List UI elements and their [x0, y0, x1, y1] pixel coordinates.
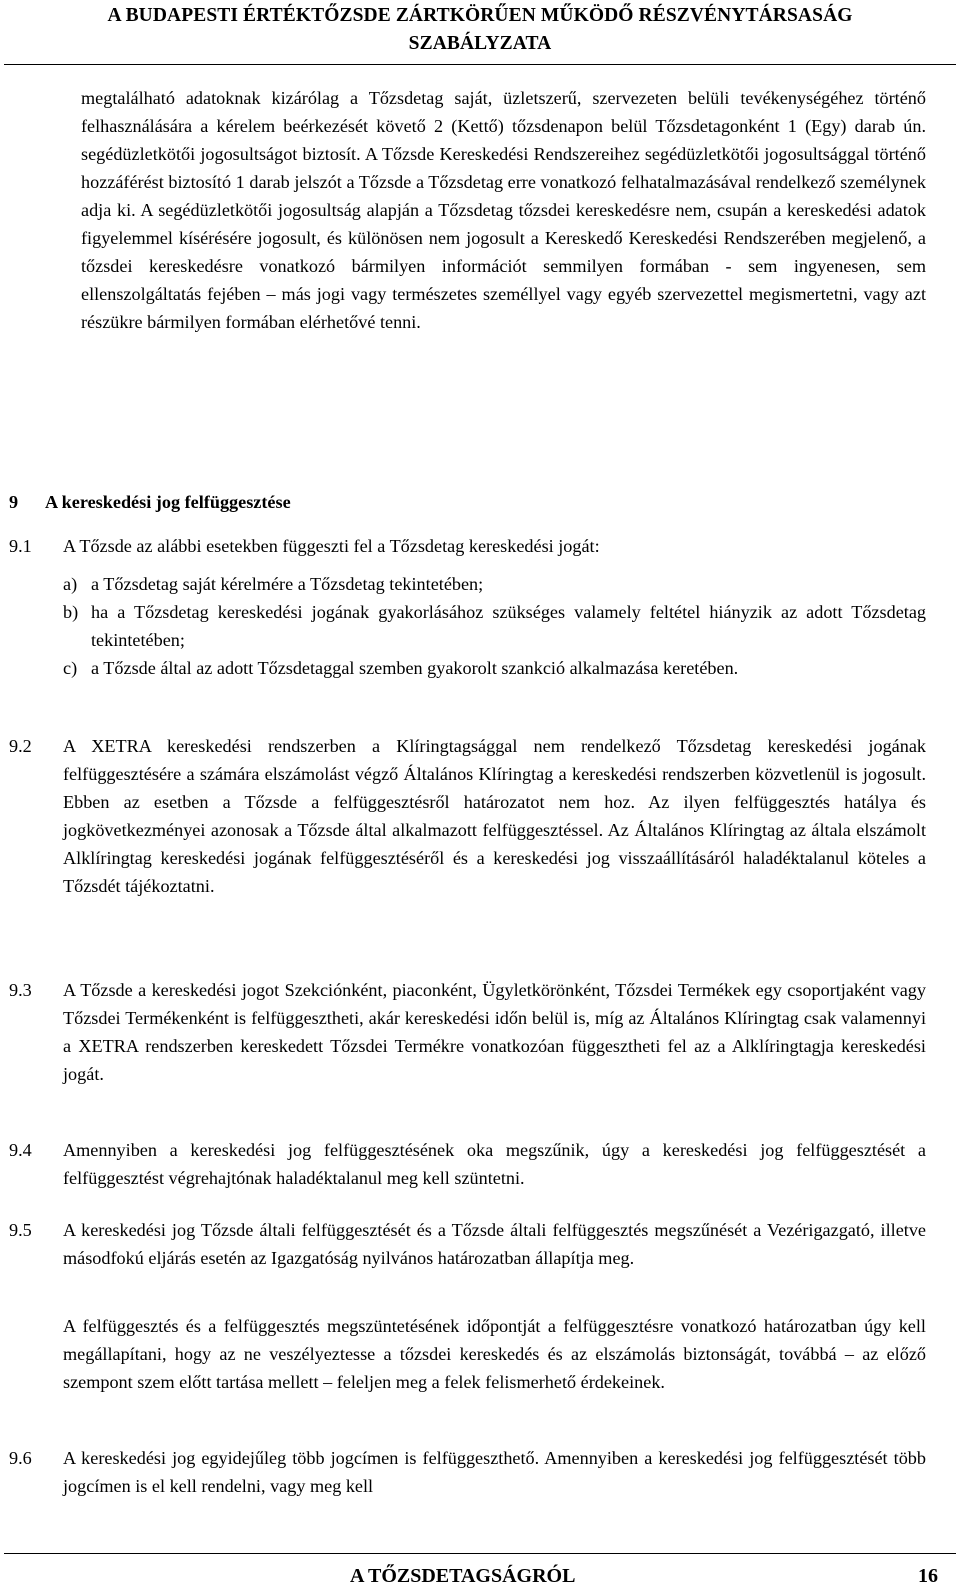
clause-number: 9.3 [9, 980, 32, 1000]
clause-9-1 [9, 532, 926, 560]
item-text: ha a Tőzsdetag kereskedési jogának gyakorlásához szükséges valamely feltétel hiányzik az adott Tőzsdetag tekintetében; [91, 602, 926, 650]
clause-9-5 [9, 1216, 926, 1272]
footer-title: A TŐZSDETAGSÁGRÓL [350, 1565, 576, 1587]
item-text: a Tőzsdetag saját kérelmére a Tőzsdetag tekintetében; [91, 574, 484, 594]
clause-text: A Tőzsde a kereskedési jogot Szekciónként, piaconként, Ügyletkörönként, Tőzsdei Termékek egy csoportjaként vagy Tőzsdei Termékenként is felfüggesztheti, akár kereskedési időn belül is, míg az Általános Klíringtag csak valamennyi a XETRA rendszerben kereskedett Tőzsdei Termékre vonatkozóan függesztheti fel az a Alklíringtagja kereskedési jogát. [63, 980, 926, 1084]
clause-text: Amennyiben a kereskedési jog felfüggesztésének oka megszűnik, úgy a kereskedési jog felfüggesztését a felfüggesztést végrehajtónak haladéktalanul meg kell szüntetni. [63, 1140, 926, 1188]
document-header [0, 2, 960, 58]
clause-number: 9.4 [9, 1140, 32, 1160]
clause-text: A kereskedési jog egyidejűleg több jogcímen is felfüggeszthető. Amennyiben a kereskedési jog felfüggesztését több jogcímen is el kell rendelni, vagy meg kell [63, 1448, 926, 1496]
clause-number: 9.2 [9, 736, 32, 756]
clause-9-5-paragraph-2: A felfüggesztés és a felfüggesztés megszüntetésének időpontját a felfüggesztésre vonatkozó határozatban úgy kell megállapítani, hogy az ne veszélyeztesse a tőzsdei kereskedés és az elszámolás biztonságát, továbbá – az előző szempont szem előtt tartása mellett – feleljen meg a felek felismerhető érdekeinek. [63, 1316, 926, 1392]
section-number: 9 [9, 492, 19, 512]
header-title-line2: SZABÁLYZATA [408, 33, 552, 54]
footer-divider [4, 1553, 956, 1554]
header-title-line1: A BUDAPESTI ÉRTÉKTŐZSDE ZÁRTKÖRŰEN MŰKÖDŐ RÉSZVÉNYTÁRSASÁG [107, 5, 853, 26]
section-heading [9, 488, 291, 516]
item-label: c) [63, 658, 78, 678]
clause-number: 9.1 [9, 536, 32, 556]
clause-text: A Tőzsde az alábbi esetekben függeszti fel a Tőzsdetag kereskedési jogát: [63, 536, 600, 556]
clause-9-4 [9, 1136, 926, 1192]
clause-number: 9.5 [9, 1220, 32, 1240]
clause-9-2 [9, 732, 926, 900]
clause-9-1-item-b [63, 598, 926, 654]
page-number: 16 [918, 1565, 938, 1587]
intro-paragraph: megtalálható adatoknak kizárólag a Tőzsdetag saját, üzletszerű, szervezeten belüli tevékenységéhez történő felhasználására a kérelem beérkezését követő 2 (Kettő) tőzsdenapon belül Tőzsdetagonként 1 (Egy) darab ún. segédüzletkötői jogosultságot biztosít. A Tőzsde Kereskedési Rendszereihez segédüzletkötői jogosultsággal történő hozzáférést biztosító 1 darab jelszót a Tőzsde a Tőzsdetag erre vonatkozó felhatalmazásával rendelkező személynek adja ki. A segédüzletkötői jogosultság alapján a Tőzsdetag tőzsdei kereskedésre nem, csupán a kereskedési adatok figyelemmel kísérésére jogosult, és különösen nem jogosult a Kereskedő Kereskedési Rendszerében megjelenő, a tőzsdei kereskedésre vonatkozó bármilyen információt semmilyen formában - sem ingyenesen, sem ellenszolgáltatás fejében – más jogi vagy természetes személlyel vagy egyéb szervezettel megismertetni, vagy azt részükre bármilyen formában elérhetővé tenni. [81, 88, 926, 332]
clause-9-1-item-a [63, 570, 926, 598]
clause-9-6 [9, 1444, 926, 1500]
item-label: b) [63, 602, 79, 622]
item-label: a) [63, 574, 78, 594]
clause-9-1-item-c [63, 654, 926, 682]
section-title: A kereskedési jog felfüggesztése [45, 492, 291, 512]
clause-number: 9.6 [9, 1448, 32, 1468]
clause-text: A kereskedési jog Tőzsde általi felfüggesztését és a Tőzsde általi felfüggesztés megszűnését a Vezérigazgató, illetve másodfokú eljárás esetén az Igazgatóság nyilvános határozatban állapítja meg. [63, 1220, 926, 1268]
header-divider [4, 64, 956, 65]
item-text: a Tőzsde által az adott Tőzsdetaggal szemben gyakorolt szankció alkalmazása keretében. [91, 658, 739, 678]
clause-text: A XETRA kereskedési rendszerben a Klíringtagsággal nem rendelkező Tőzsdetag kereskedési jogának felfüggesztésére a számára elszámolást végző Általános Klíringtag a kereskedési rendszerben közvetlenül is jogosult. Ebben az esetben a Tőzsde a felfüggesztésről határozatot nem hoz. Az ilyen felfüggesztés hatálya és jogkövetkezményei azonosak a Tőzsde által alkalmazott felfüggesztéssel. Az Általános Klíringtag az általa elszámolt Alklíringtag kereskedési jogának felfüggesztéséről és a kereskedési jog visszaállításáról haladéktalanul köteles a Tőzsdét tájékoztatni. [63, 736, 926, 896]
clause-9-3 [9, 976, 926, 1088]
document-footer [0, 1561, 960, 1591]
